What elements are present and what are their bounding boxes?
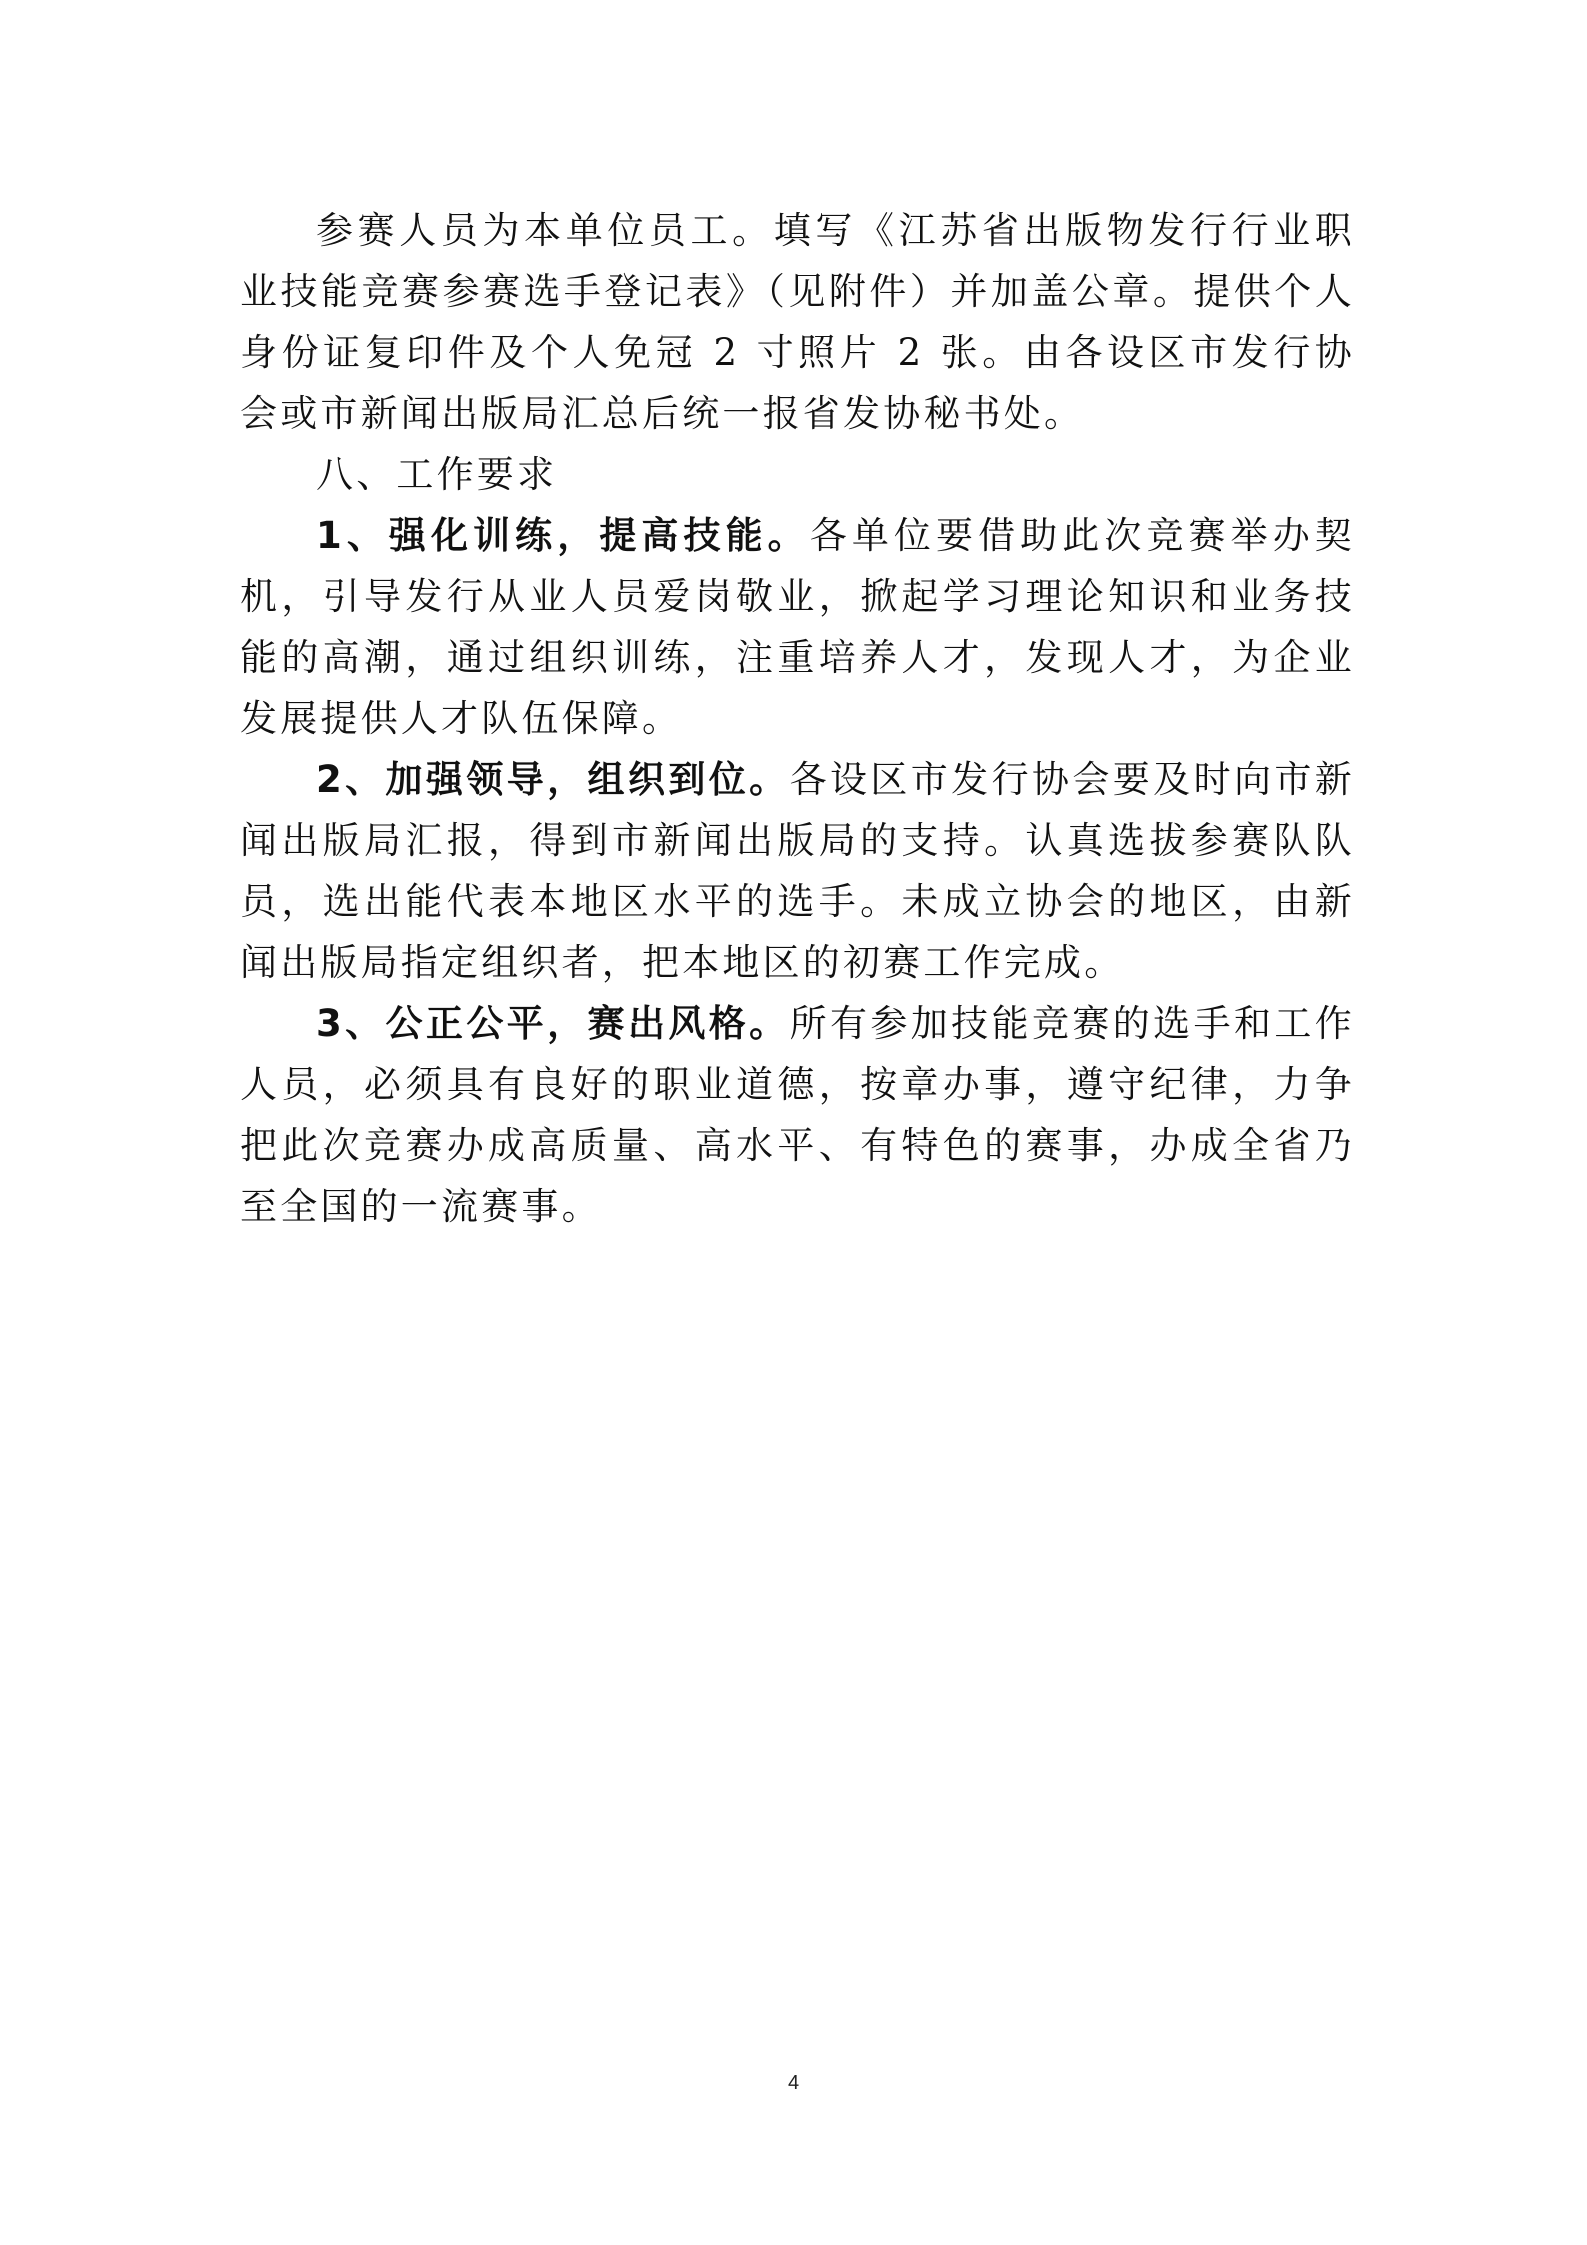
registration-paragraph: 参赛人员为本单位员工。填写《江苏省出版物发行行业职业技能竞赛参赛选手登记表》（见附件）并加盖公章。提供个人身份证复印件及个人免冠 2 寸照片 2 张。由各设区市发行协会或市新闻出版局汇总后统一报省发协秘书处。 [240, 209, 1355, 435]
requirement-2-lead: 2、加强领导，组织到位。 [316, 758, 790, 801]
requirement-1-text: 各单位要借助此次竞赛举办契机，引导发行从业人员爱岗敬业，掀起学习理论知识和业务技能的高潮，通过组织训练，注重培养人才，发现人才，为企业发展提供人才队伍保障。 [240, 514, 1355, 740]
requirement-3 [240, 993, 1355, 1237]
requirement-3-text: 所有参加技能竞赛的选手和工作人员，必须具有良好的职业道德，按章办事，遵守纪律，力争把此次竞赛办成高质量、高水平、有特色的赛事，办成全省乃至全国的一流赛事。 [240, 1002, 1355, 1228]
section-heading: 八、工作要求 [316, 453, 558, 496]
requirement-2 [240, 749, 1355, 993]
page-number: 4 [787, 2072, 800, 2094]
requirement-1 [240, 505, 1355, 749]
requirement-1-lead: 1、强化训练，提高技能。 [316, 514, 810, 557]
body-text [240, 200, 1355, 1237]
requirement-3-lead: 3、公正公平，赛出风格。 [316, 1002, 790, 1045]
requirement-2-text: 各设区市发行协会要及时向市新闻出版局汇报，得到市新闻出版局的支持。认真选拔参赛队队员，选出能代表本地区水平的选手。未成立协会的地区，由新闻出版局指定组织者，把本地区的初赛工作完成。 [240, 758, 1355, 984]
